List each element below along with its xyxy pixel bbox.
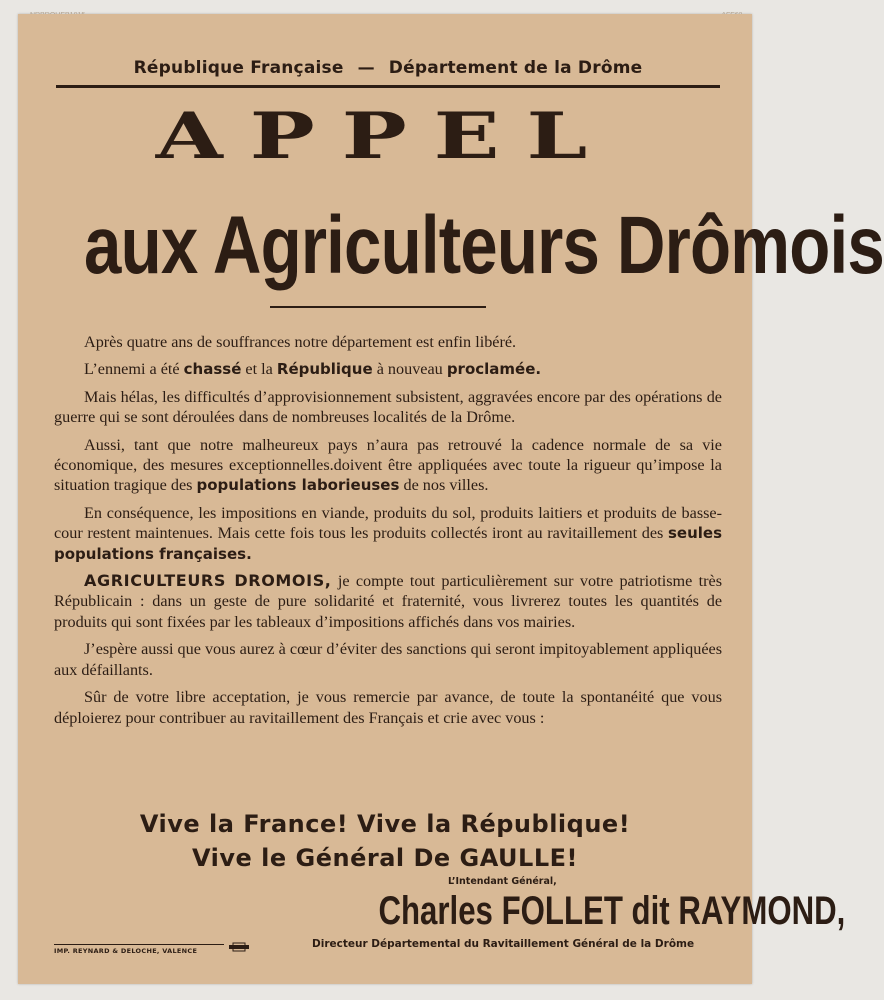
signature-name: Charles FOLLET dit RAYMOND,	[378, 889, 846, 933]
p2-text-2: et la	[241, 360, 277, 379]
p6-bold-caps: AGRICULTEURS DROMOIS,	[84, 571, 332, 591]
header-republic: République Française	[133, 58, 344, 78]
header-department: Département de la Drôme	[388, 58, 643, 78]
p6-text: je compte tout particulièrement sur votre patriotisme très Républicain : dans un geste de pure solidarité et fraternité, vous livrerez toutes les quantités de produits qui sont fixées par les tableaux d’impositions affichés dans vos mairies.	[54, 572, 722, 631]
title-subtitle: aux Agriculteurs Drômois	[84, 200, 884, 291]
p2-bold-proclamee: proclamée.	[446, 360, 542, 379]
printer-mark: IMP. REYNARD & DELOCHE, VALENCE	[54, 944, 224, 955]
paragraph-6	[54, 571, 722, 632]
p4-bold: populations laborieuses	[196, 476, 400, 495]
paragraph-5	[54, 503, 722, 564]
p2-bold-republique: République	[276, 360, 373, 379]
p2-text-3: à nouveau	[372, 360, 447, 379]
cheer-line-2: Vive le Général De GAULLE!	[192, 844, 578, 872]
title-appel: APPEL	[155, 99, 615, 174]
p4-text-2: de nos villes.	[399, 476, 489, 495]
header	[56, 58, 720, 78]
paragraph-2	[54, 359, 722, 379]
signature-title: Directeur Départemental du Ravitaillement Général de la Drôme	[312, 938, 695, 950]
p2-text: L’ennemi a été	[84, 360, 184, 379]
signature-role: L’Intendant Général,	[448, 876, 557, 887]
p2-bold-chasse: chassé	[183, 360, 242, 379]
header-dash: —	[357, 58, 375, 78]
paragraph-7: J’espère aussi que vous aurez à cœur d’éviter des sanctions qui seront impitoyablement appliquées aux défaillants.	[54, 640, 722, 679]
p5-text: En conséquence, les impositions en viande, produits du sol, produits laitiers et produits de basse-cour restent maintenues. Mais cette fois tous les produits collectés iront au ravitaillement des	[54, 503, 722, 543]
paragraph-4	[54, 435, 722, 496]
body-text	[54, 332, 722, 735]
paragraph-1: Après quatre ans de souffrances notre département est enfin libéré.	[84, 333, 517, 351]
paragraph-3: Mais hélas, les difficultés d’approvisionnement subsistent, aggravées encore par des opérations de guerre qui se sont déroulées dans de nombreuses localités de la Drôme.	[54, 387, 722, 427]
title-rule	[270, 306, 486, 308]
header-rule	[56, 85, 720, 88]
p4-text: Aussi, tant que notre malheureux pays n’aura pas retrouvé la cadence normale de sa vie économique, des mesures exceptionnelles.doivent être appliquées avec toute la rigueur qu’impose la situation tragique des	[54, 435, 722, 495]
p5-bold: seules populations françaises.	[54, 524, 722, 563]
printer-emblem-icon	[228, 942, 250, 952]
cheer-line-1: Vive la France! Vive la République!	[139, 810, 631, 838]
poster	[18, 14, 884, 984]
paragraph-8: Sûr de votre libre acceptation, je vous remercie par avance, de toute la spontanéité que vous déploierez pour contribuer au ravitaillement des Français et crie avec vous :	[54, 688, 722, 727]
